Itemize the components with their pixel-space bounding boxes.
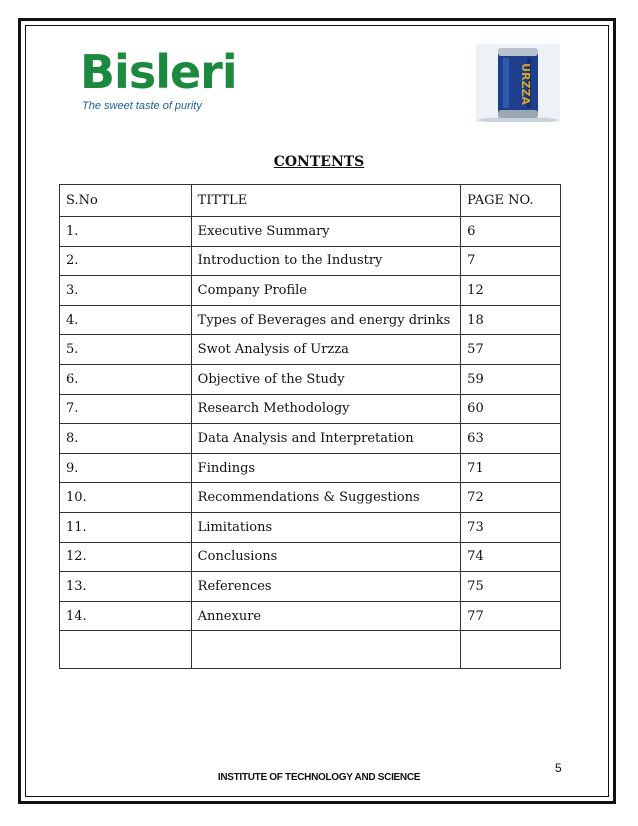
cell-page: 72 xyxy=(461,483,561,513)
table-row xyxy=(60,335,561,365)
cell-sno: 4. xyxy=(60,305,192,335)
cell-title: Company Profile xyxy=(191,276,461,306)
cell-empty xyxy=(461,631,561,669)
cell-sno: 14. xyxy=(60,601,192,631)
table-row xyxy=(60,453,561,483)
table-row xyxy=(60,364,561,394)
table-row xyxy=(60,483,561,513)
table-row xyxy=(60,217,561,247)
cell-page: 71 xyxy=(461,453,561,483)
cell-page: 57 xyxy=(461,335,561,365)
contents-table xyxy=(59,184,561,669)
logo-brand: Bisleri xyxy=(80,45,237,99)
table-row-empty xyxy=(60,631,561,669)
table-row xyxy=(60,305,561,335)
cell-empty xyxy=(191,631,461,669)
page-number: 5 xyxy=(555,761,562,775)
cell-sno: 6. xyxy=(60,364,192,394)
table-header-row xyxy=(60,185,561,217)
cell-title: Swot Analysis of Urzza xyxy=(191,335,461,365)
table-row xyxy=(60,424,561,454)
cell-sno: 3. xyxy=(60,276,192,306)
cell-page: 73 xyxy=(461,512,561,542)
table-row xyxy=(60,246,561,276)
cell-sno: 7. xyxy=(60,394,192,424)
cell-page: 60 xyxy=(461,394,561,424)
can-label: URZZA xyxy=(519,63,532,105)
urzza-can-image xyxy=(476,44,560,122)
cell-empty xyxy=(60,631,192,669)
table-row xyxy=(60,542,561,572)
table-row xyxy=(60,512,561,542)
cell-title: Types of Beverages and energy drinks xyxy=(191,305,461,335)
cell-sno: 8. xyxy=(60,424,192,454)
cell-title: Recommendations & Suggestions xyxy=(191,483,461,513)
cell-page: 6 xyxy=(461,217,561,247)
cell-sno: 9. xyxy=(60,453,192,483)
cell-page: 12 xyxy=(461,276,561,306)
contents-title: CONTENTS xyxy=(273,154,365,170)
cell-title: Conclusions xyxy=(191,542,461,572)
cell-page: 18 xyxy=(461,305,561,335)
cell-sno: 10. xyxy=(60,483,192,513)
cell-sno: 11. xyxy=(60,512,192,542)
cell-sno: 12. xyxy=(60,542,192,572)
cell-title: References xyxy=(191,572,461,602)
cell-title: Annexure xyxy=(191,601,461,631)
cell-page: 7 xyxy=(461,246,561,276)
cell-title: Data Analysis and Interpretation xyxy=(191,424,461,454)
table-row xyxy=(60,394,561,424)
cell-page: 59 xyxy=(461,364,561,394)
table-row xyxy=(60,601,561,631)
cell-title: Findings xyxy=(191,453,461,483)
header-page: PAGE NO. xyxy=(461,185,561,217)
cell-sno: 13. xyxy=(60,572,192,602)
cell-title: Objective of the Study xyxy=(191,364,461,394)
footer-institute: INSTITUTE OF TECHNOLOGY AND SCIENCE xyxy=(217,772,421,783)
header-sno: S.No xyxy=(60,185,192,217)
cell-title: Research Methodology xyxy=(191,394,461,424)
cell-page: 75 xyxy=(461,572,561,602)
cell-title: Introduction to the Industry xyxy=(191,246,461,276)
cell-sno: 1. xyxy=(60,217,192,247)
cell-sno: 2. xyxy=(60,246,192,276)
table-row xyxy=(60,276,561,306)
cell-sno: 5. xyxy=(60,335,192,365)
logo-tagline: The sweet taste of purity xyxy=(82,100,202,112)
cell-title: Limitations xyxy=(191,512,461,542)
cell-title: Executive Summary xyxy=(191,217,461,247)
header-title: TITTLE xyxy=(191,185,461,217)
cell-page: 63 xyxy=(461,424,561,454)
bisleri-logo xyxy=(80,45,237,124)
cell-page: 77 xyxy=(461,601,561,631)
cell-page: 74 xyxy=(461,542,561,572)
table-row xyxy=(60,572,561,602)
